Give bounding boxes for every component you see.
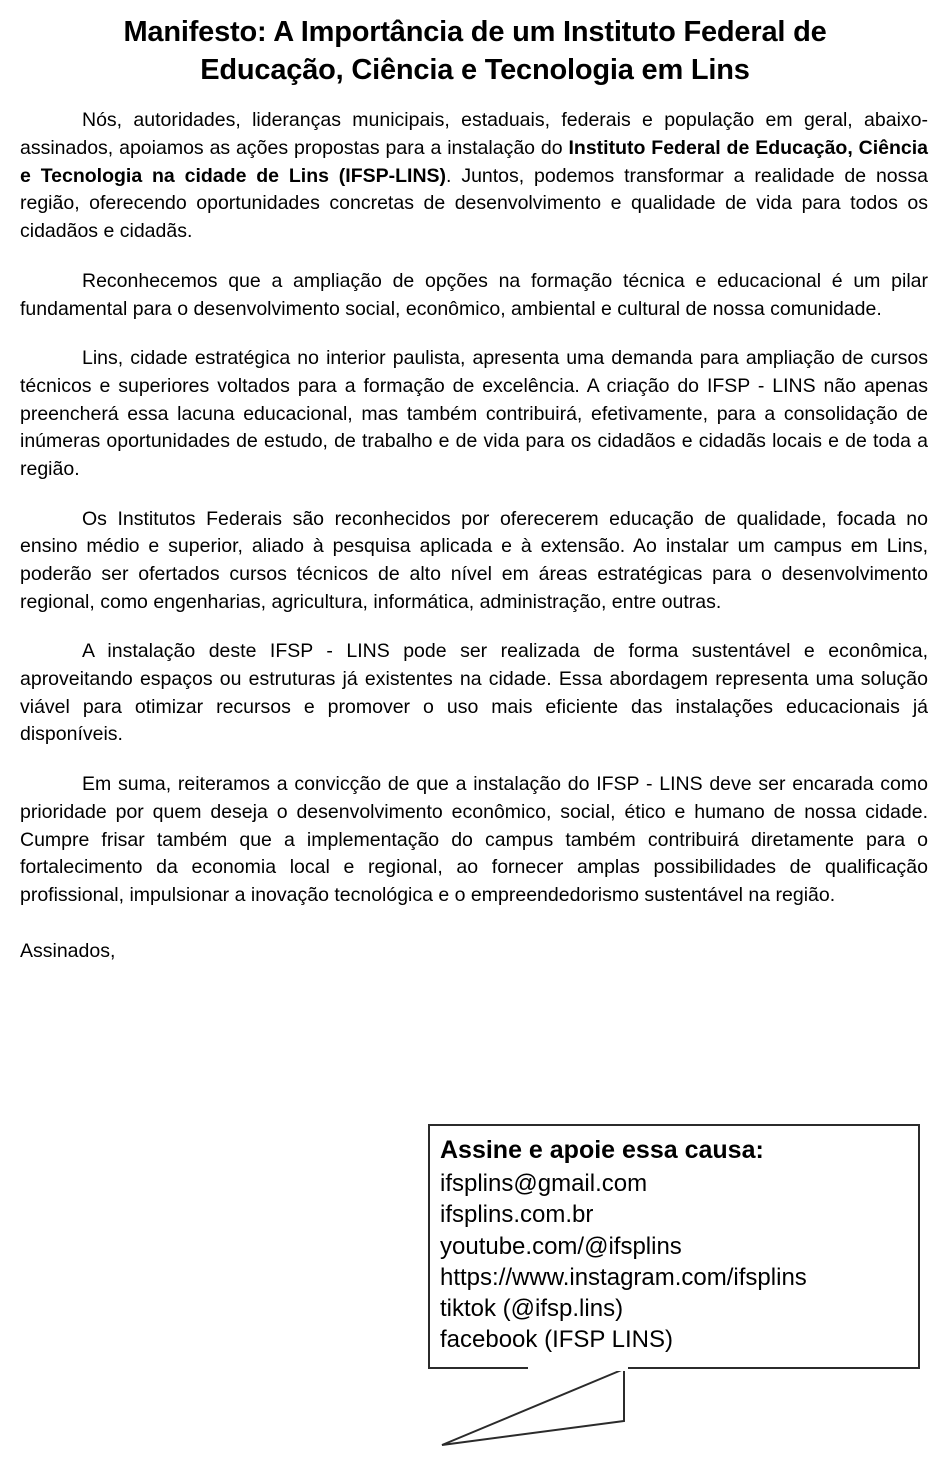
contact-facebook[interactable]: facebook (IFSP LINS) [440, 1326, 673, 1354]
callout-title: Assine e apoie essa causa: [440, 1136, 764, 1164]
callout-tail [428, 1369, 920, 1445]
contact-callout [428, 1124, 920, 1445]
contact-email[interactable]: ifsplins@gmail.com [440, 1170, 648, 1198]
signoff-text: Assinados, [20, 939, 116, 962]
paragraph-1: Nós, autoridades, lideranças municipais, estaduais, federais e população em geral, abaixo-assinados, apoiamos as ações propostas para a instalação do Instituto Federal de Educação, Ciência e Tecnologia na cidade de Lins (IFSP-LINS). Juntos, podemos transformar a realidade de nossa região, oferecendo oportunidades concretas de desenvolvimento e qualidade de vida para todos os cidadãos e cidadãs. [20, 109, 929, 243]
paragraph-4: Os Institutos Federais são reconhecidos por oferecerem educação de qualidade, focada no ensino médio e superior, aliado à pesquisa aplicada e à extensão. Ao instalar um campus em Lins, poderão ser ofertados cursos técnicos de alto nível em áreas estratégicas para o desenvolvimento regional, como engenharias, agricultura, informática, administração, entre outras. [20, 507, 928, 613]
paragraph-5: A instalação deste IFSP - LINS pode ser realizada de forma sustentável e econômica, aproveitando espaços ou estruturas já existentes na cidade. Essa abordagem representa uma solução viável para otimizar recursos e promover o uso mais eficiente das instalações educacionais já disponíveis. [20, 640, 928, 746]
contact-callout-box [428, 1124, 920, 1369]
paragraph-2: Reconhecemos que a ampliação de opções na formação técnica e educacional é um pilar fundamental para o desenvolvimento social, econômico, ambiental e cultural de nossa comunidade. [20, 269, 928, 320]
contact-youtube[interactable]: youtube.com/@ifsplins [440, 1232, 682, 1260]
paragraph-3: Lins, cidade estratégica no interior paulista, apresenta uma demanda para ampliação de cursos técnicos e superiores voltados para a formação de excelência. A criação do IFSP - LINS não apenas preencherá essa lacuna educacional, mas também contribuirá, efetivamente, para a consolidação de inúmeras oportunidades de estudo, de trabalho e de vida para os cidadãos e cidadãs locais e de toda a região. [20, 347, 928, 480]
contact-instagram[interactable]: https://www.instagram.com/ifsplins [440, 1263, 807, 1291]
contact-tiktok[interactable]: tiktok (@ifsp.lins) [440, 1295, 624, 1322]
document-body [18, 107, 932, 965]
page-title: Manifesto: A Importância de um Instituto Federal de Educação, Ciência e Tecnologia em Lins [123, 16, 827, 86]
callout-tail-icon [428, 1367, 920, 1447]
paragraph-6: Em suma, reiteramos a convicção de que a instalação do IFSP - LINS deve ser encarada como prioridade por quem deseja o desenvolvimento econômico, social, ético e humano de nossa cidade. Cumpre frisar também que a implementação do campus também contribuirá diretamente para o fortalecimento da economia local e regional, ao fornecer amplas possibilidades de qualificação profissional, impulsionar a inovação tecnológica e o empreendedorismo sustentável na região. [20, 773, 928, 906]
contact-website[interactable]: ifsplins.com.br [440, 1201, 594, 1229]
